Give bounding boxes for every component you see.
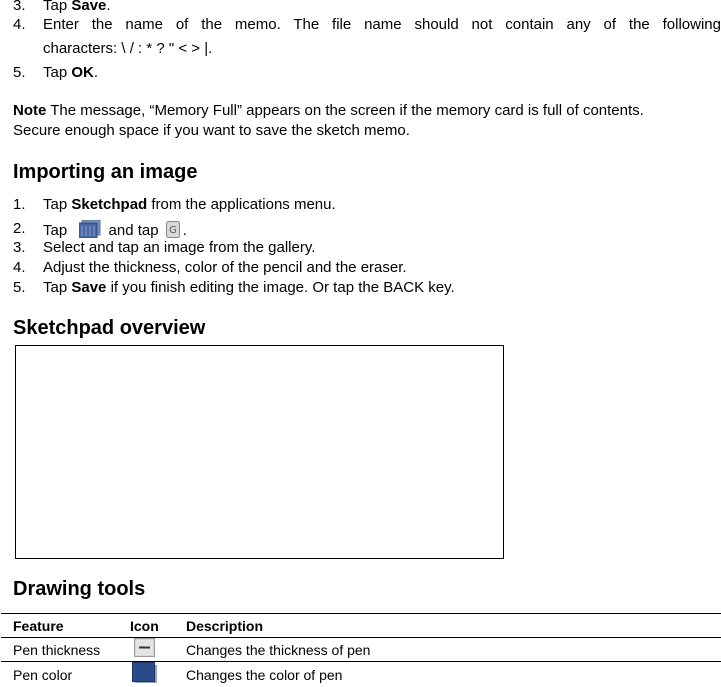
section-heading-overview: Sketchpad overview xyxy=(13,316,205,340)
step-number: 4. xyxy=(13,16,26,34)
step-text: Tap Save. xyxy=(43,0,111,15)
step-text-continued: characters: \ / : * ? " < > |. xyxy=(43,40,212,58)
drawing-tools-table xyxy=(1,613,721,687)
step-number: 5. xyxy=(13,64,26,82)
step-text: Adjust the thickness, color of the pencil and the eraser. xyxy=(43,259,407,277)
section-heading-drawing-tools: Drawing tools xyxy=(13,577,145,601)
sketchpad-overview-image-frame xyxy=(15,345,504,559)
table-row xyxy=(1,662,721,687)
step-text: Select and tap an image from the gallery. xyxy=(43,239,315,257)
svg-text:G: G xyxy=(169,225,177,236)
step-number: 3. xyxy=(13,0,26,15)
pen-color-icon xyxy=(132,662,158,687)
table-header-row xyxy=(1,614,721,638)
step-number: 4. xyxy=(13,259,26,277)
section-heading-importing: Importing an image xyxy=(13,160,197,184)
table-row xyxy=(1,638,721,662)
feature-cell: Pen thickness xyxy=(1,638,118,662)
step-text: Enter the name of the memo. The file name should not contain any of the following xyxy=(43,16,721,34)
feature-cell: Pen color xyxy=(1,662,118,687)
note-paragraph-continued: Secure enough space if you want to save the sketch memo. xyxy=(13,122,410,140)
step-text: Tap OK. xyxy=(43,64,98,82)
step-number: 2. xyxy=(13,220,26,238)
step-text: Tap Save if you finish editing the image. Or tap the BACK key. xyxy=(43,279,455,297)
description-cell: Changes the thickness of pen xyxy=(174,638,721,662)
pen-thickness-icon xyxy=(134,638,156,661)
step-number: 3. xyxy=(13,239,26,257)
step-number: 1. xyxy=(13,196,26,214)
column-header: Description xyxy=(174,614,721,638)
step-number: 5. xyxy=(13,279,26,297)
step-text: Tap and tap G . xyxy=(43,220,187,243)
column-header: Icon xyxy=(118,614,174,638)
step-text: Tap Sketchpad from the applications menu. xyxy=(43,196,336,214)
column-header: Feature xyxy=(1,614,118,638)
description-cell: Changes the color of pen xyxy=(174,662,721,687)
note-paragraph: Note The message, “Memory Full” appears on the screen if the memory card is full of contents. xyxy=(13,102,721,120)
